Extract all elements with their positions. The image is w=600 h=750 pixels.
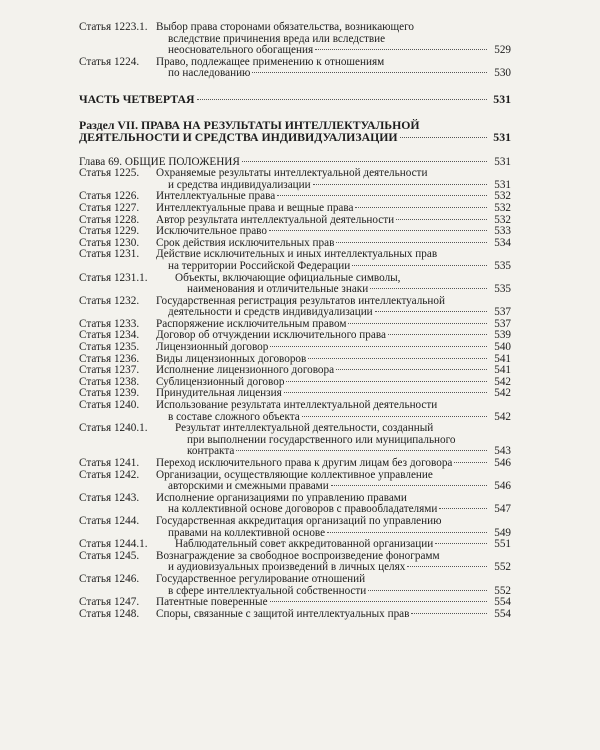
page-number: 535 bbox=[494, 283, 511, 296]
page-number: 552 bbox=[494, 561, 511, 574]
article-title-line: Принудительная лицензия bbox=[156, 387, 282, 400]
article-number: Статья 1231. bbox=[79, 248, 140, 261]
toc-entry bbox=[79, 57, 511, 80]
toc-entry bbox=[79, 400, 511, 423]
article-title-line: вследствие причинения вреда или вследствие bbox=[168, 32, 386, 45]
toc-entry bbox=[79, 377, 511, 389]
article-number: Статья 1227. bbox=[79, 201, 140, 214]
leader-dots bbox=[407, 566, 487, 567]
article-title-line: Действие исключительных и иных интеллектуальных прав bbox=[156, 248, 438, 261]
page-number: 533 bbox=[494, 225, 511, 238]
page-number: 542 bbox=[494, 410, 511, 423]
leader-dots bbox=[277, 195, 487, 196]
toc-entry bbox=[79, 273, 511, 296]
article-title-line: деятельности и средств индивидуализации bbox=[168, 306, 373, 319]
article-title-line: на территории Российской Федерации bbox=[168, 259, 351, 272]
page-number: 541 bbox=[494, 364, 511, 377]
leader-dots bbox=[370, 288, 487, 289]
article-title-line: неосновательного обогащения bbox=[168, 44, 314, 57]
article-number: Статья 1237. bbox=[79, 364, 140, 377]
toc-entry bbox=[79, 249, 511, 272]
page-number: 546 bbox=[494, 480, 511, 493]
toc-previous-articles bbox=[79, 22, 511, 80]
article-number: Статья 1244. bbox=[79, 514, 140, 527]
leader-dots bbox=[308, 358, 487, 359]
leader-dots bbox=[336, 369, 487, 370]
page-number: 554 bbox=[494, 607, 511, 620]
page-number: 540 bbox=[494, 341, 511, 354]
article-title-line: Результат интеллектуальной деятельности, созданный bbox=[175, 422, 434, 435]
page-number: 542 bbox=[494, 387, 511, 400]
article-title-line: Патентные поверенные bbox=[156, 596, 268, 609]
leader-dots bbox=[411, 613, 487, 614]
article-number: Статья 1246. bbox=[79, 572, 140, 585]
leader-dots bbox=[396, 219, 487, 220]
article-number: Статья 1240. bbox=[79, 399, 140, 412]
article-number: Статья 1239. bbox=[79, 387, 140, 400]
toc-entry bbox=[79, 516, 511, 539]
article-number: Статья 1224. bbox=[79, 55, 140, 68]
toc-entry bbox=[79, 22, 511, 57]
article-number: Статья 1241. bbox=[79, 457, 140, 469]
section-page: 531 bbox=[493, 130, 511, 145]
page-number: 534 bbox=[494, 236, 511, 249]
chapter-title: Глава 69. ОБЩИЕ ПОЛОЖЕНИЯ bbox=[79, 155, 240, 168]
article-title-line: правами на коллективной основе bbox=[168, 526, 326, 539]
leader-dots bbox=[327, 532, 487, 533]
leader-dots bbox=[236, 450, 487, 451]
page-number: 537 bbox=[494, 317, 511, 330]
article-number: Статья 1231.1. bbox=[79, 271, 148, 284]
toc-entry bbox=[79, 470, 511, 493]
leader-dots bbox=[252, 72, 487, 73]
page-number: 549 bbox=[494, 526, 511, 539]
article-title-line: Исключительное право bbox=[156, 225, 267, 238]
section-title-line-1: Раздел VII. ПРАВА НА РЕЗУЛЬТАТЫ ИНТЕЛЛЕКТУАЛЬНОЙ bbox=[79, 117, 420, 132]
leader-dots bbox=[242, 161, 487, 162]
part-page: 531 bbox=[493, 91, 511, 106]
article-title-line: Договор об отчуждении исключительного права bbox=[156, 329, 386, 342]
article-number: Статья 1248. bbox=[79, 607, 140, 620]
table-of-contents bbox=[79, 22, 511, 620]
leader-dots bbox=[435, 543, 487, 544]
article-number: Статья 1230. bbox=[79, 236, 140, 249]
article-title-line: по наследованию bbox=[168, 67, 251, 80]
page-number: 551 bbox=[494, 538, 511, 551]
article-number: Статья 1234. bbox=[79, 329, 140, 342]
leader-dots bbox=[286, 381, 487, 382]
page-number: 554 bbox=[494, 596, 511, 609]
article-title-line: Лицензионный договор bbox=[156, 341, 269, 354]
article-title-line: и средства индивидуализации bbox=[168, 178, 311, 191]
toc-entry bbox=[79, 493, 511, 516]
article-title-line: Государственное регулирование отношений bbox=[156, 572, 366, 585]
article-title-line: на коллективной основе договоров с правообладателями bbox=[168, 503, 438, 516]
toc-entry bbox=[79, 609, 511, 621]
page-number: 530 bbox=[494, 67, 511, 80]
leader-dots bbox=[348, 323, 487, 324]
leader-dots bbox=[439, 508, 487, 509]
article-title-line: Исполнение организациями по управлению правами bbox=[156, 491, 407, 504]
article-number: Статья 1226. bbox=[79, 190, 140, 203]
article-number: Статья 1245. bbox=[79, 549, 140, 562]
leader-dots bbox=[315, 49, 487, 50]
article-title-line: Автор результата интеллектуальной деятельности bbox=[156, 213, 395, 226]
toc-part-heading bbox=[79, 91, 511, 106]
toc-entry bbox=[79, 296, 511, 319]
toc-entry bbox=[79, 168, 511, 191]
toc-entry bbox=[79, 551, 511, 574]
article-number: Статья 1233. bbox=[79, 317, 140, 330]
leader-dots bbox=[375, 311, 487, 312]
article-title-line: Распоряжение исключительным правом bbox=[156, 317, 347, 330]
article-title-line: Выбор права сторонами обязательства, возникающего bbox=[156, 21, 415, 33]
toc-entry bbox=[79, 226, 511, 238]
section-title-line-2: ДЕЯТЕЛЬНОСТИ И СРЕДСТВА ИНДИВИДУАЛИЗАЦИИ bbox=[79, 130, 398, 145]
article-number: Статья 1235. bbox=[79, 341, 140, 354]
article-title-line: Государственная аккредитация организаций по управлению bbox=[156, 514, 442, 527]
article-number: Статья 1232. bbox=[79, 294, 140, 307]
leader-dots bbox=[197, 99, 487, 100]
article-title-line: в составе сложного объекта bbox=[168, 410, 300, 423]
page-number: 535 bbox=[494, 259, 511, 272]
leader-dots bbox=[368, 590, 487, 591]
page-number: 547 bbox=[494, 503, 511, 516]
part-title: ЧАСТЬ ЧЕТВЕРТАЯ bbox=[79, 91, 195, 106]
leader-dots bbox=[352, 265, 487, 266]
leader-dots bbox=[313, 184, 487, 185]
chapter-page: 531 bbox=[494, 155, 511, 168]
toc-entry bbox=[79, 203, 511, 215]
article-number: Статья 1242. bbox=[79, 468, 140, 481]
leader-dots bbox=[454, 462, 487, 463]
article-number: Статья 1223.1. bbox=[79, 21, 148, 33]
page-number: 532 bbox=[494, 213, 511, 226]
article-number: Статья 1236. bbox=[79, 352, 140, 365]
article-number: Статья 1244.1. bbox=[79, 538, 148, 551]
article-title-line: Споры, связанные с защитой интеллектуальных прав bbox=[156, 607, 410, 620]
article-number: Статья 1228. bbox=[79, 213, 140, 226]
page-number: 529 bbox=[494, 44, 511, 57]
page-number: 532 bbox=[494, 201, 511, 214]
article-title-line: Вознаграждение за свободное воспроизведение фонограмм bbox=[156, 549, 440, 562]
article-title-line: Государственная регистрация результатов интеллектуальной bbox=[156, 294, 445, 307]
leader-dots bbox=[270, 346, 487, 347]
article-title-line: контракта bbox=[187, 445, 235, 458]
article-title-line: Охраняемые результаты интеллектуальной деятельности bbox=[156, 167, 428, 180]
page-number: 552 bbox=[494, 584, 511, 597]
article-title-line: Организации, осуществляющие коллективное управление bbox=[156, 468, 433, 481]
toc-entry bbox=[79, 458, 511, 470]
page-number: 539 bbox=[494, 329, 511, 342]
page-number: 532 bbox=[494, 190, 511, 203]
article-title-line: Переход исключительного права к другим лицам без договора bbox=[156, 457, 453, 469]
article-title-line: Срок действия исключительных прав bbox=[156, 236, 335, 249]
leader-dots bbox=[331, 485, 487, 486]
toc-entry bbox=[79, 539, 511, 551]
toc-section-heading bbox=[79, 119, 511, 144]
article-title-line: авторскими и смежными правами bbox=[168, 480, 329, 493]
article-number: Статья 1240.1. bbox=[79, 422, 148, 435]
article-title-line: Сублицензионный договор bbox=[156, 375, 285, 388]
article-title-line: Право, подлежащее применению к отношениям bbox=[156, 55, 385, 68]
article-title-line: наименования и отличительные знаки bbox=[187, 283, 369, 296]
article-number: Статья 1225. bbox=[79, 167, 140, 180]
toc-entry bbox=[79, 423, 511, 458]
leader-dots bbox=[336, 242, 487, 243]
leader-dots bbox=[302, 416, 487, 417]
page-number: 542 bbox=[494, 375, 511, 388]
article-number: Статья 1243. bbox=[79, 491, 140, 504]
leader-dots bbox=[388, 334, 487, 335]
toc-entry bbox=[79, 342, 511, 354]
leader-dots bbox=[400, 137, 487, 138]
page-number: 543 bbox=[494, 445, 511, 458]
leader-dots bbox=[355, 207, 487, 208]
leader-dots bbox=[270, 601, 487, 602]
article-title-line: и аудиовизуальных произведений в личных целях bbox=[168, 561, 406, 574]
page-number: 546 bbox=[494, 457, 511, 469]
article-title-line: Использование результата интеллектуальной деятельности bbox=[156, 399, 438, 412]
article-title-line: Наблюдательный совет аккредитованной организации bbox=[175, 538, 434, 551]
toc-entry bbox=[79, 215, 511, 227]
article-number: Статья 1238. bbox=[79, 375, 140, 388]
article-title-line: в сфере интеллектуальной собственности bbox=[168, 584, 367, 597]
leader-dots bbox=[269, 230, 487, 231]
article-title-line: Интеллектуальные права bbox=[156, 190, 276, 203]
article-title-line: Виды лицензионных договоров bbox=[156, 352, 307, 365]
article-title-line: Интеллектуальные права и вещные права bbox=[156, 201, 354, 214]
leader-dots bbox=[284, 392, 487, 393]
toc-article-list bbox=[79, 168, 511, 620]
article-number: Статья 1229. bbox=[79, 225, 140, 238]
article-title-line: Исполнение лицензионного договора bbox=[156, 364, 335, 377]
toc-entry bbox=[79, 574, 511, 597]
article-number: Статья 1247. bbox=[79, 596, 140, 609]
article-title-line: Объекты, включающие официальные символы, bbox=[175, 271, 401, 284]
page-number: 541 bbox=[494, 352, 511, 365]
toc-entry bbox=[79, 597, 511, 609]
page-number: 531 bbox=[494, 178, 511, 191]
toc-entry bbox=[79, 365, 511, 377]
toc-entry bbox=[79, 330, 511, 342]
page-number: 537 bbox=[494, 306, 511, 319]
article-title-line: при выполнении государственного или муниципального bbox=[187, 433, 456, 446]
